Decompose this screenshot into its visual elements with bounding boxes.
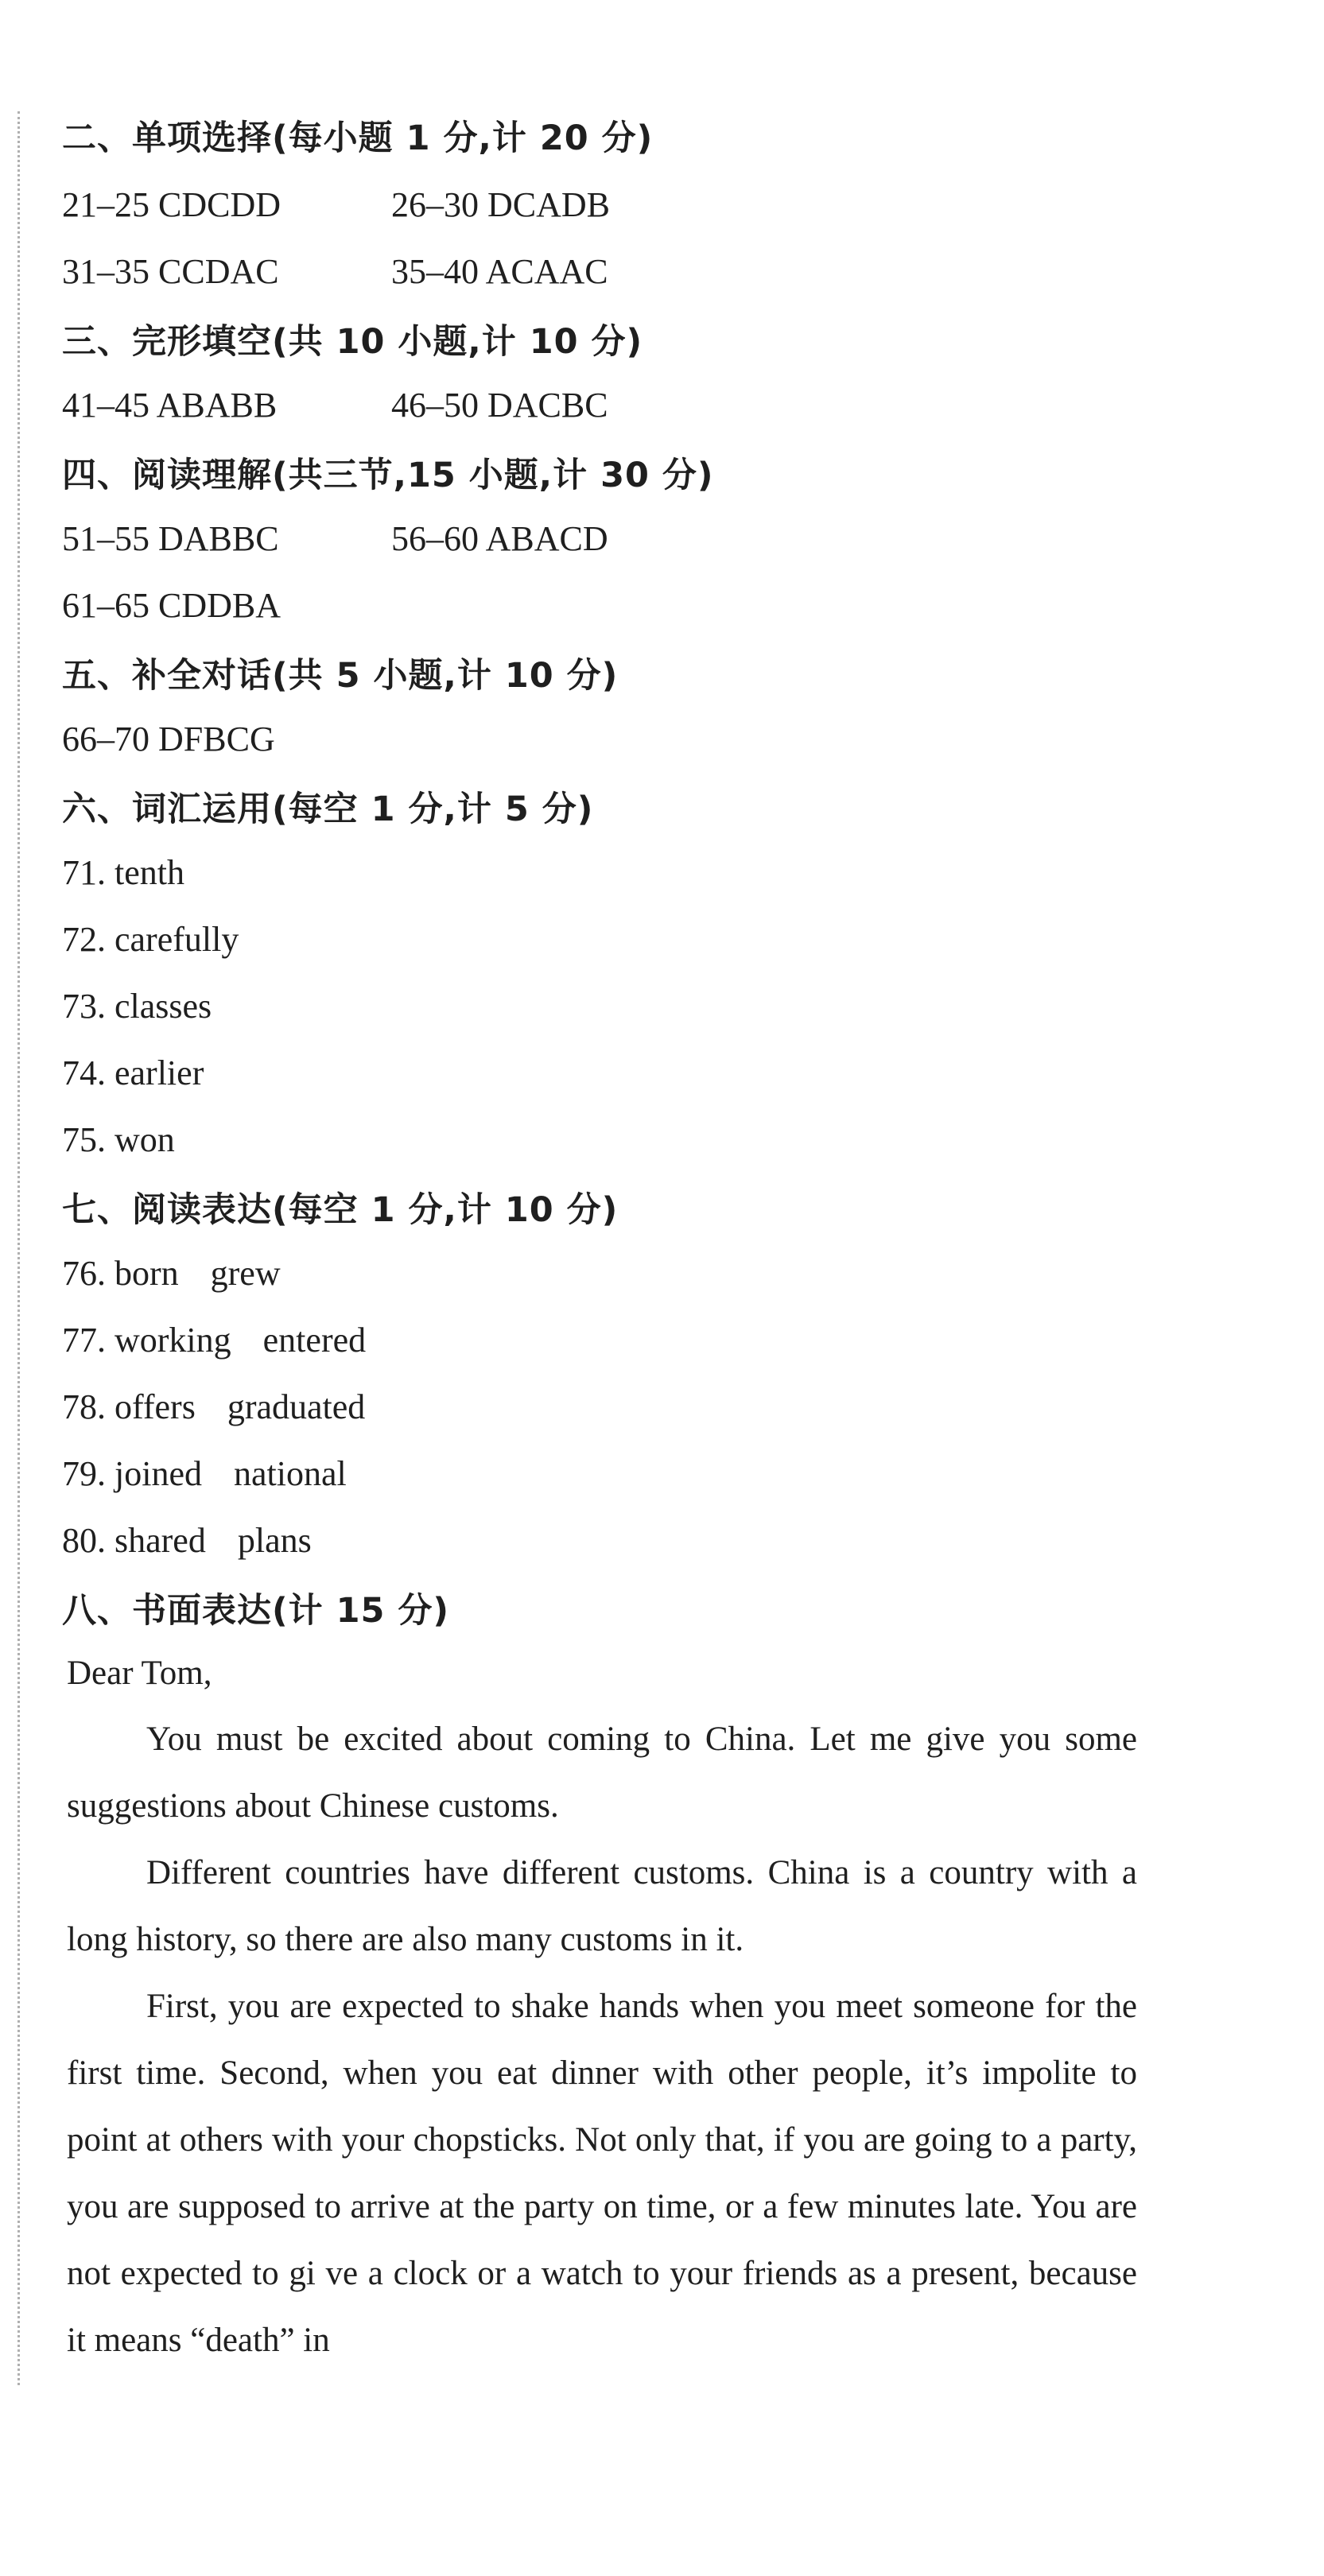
answer-range: 31–35 CCDAC	[62, 252, 279, 291]
answer-row	[62, 251, 608, 292]
expression-answer-second: graduated	[227, 1387, 366, 1426]
answer-row	[62, 719, 275, 759]
letter-paragraph: First, you are expected to shake hands when you meet someone for the first time. Second, when you eat dinner with other people, it’s impolite to point at others with your chopsticks. Not only that, if you are going to a party, you are supposed to arrive at the party on time, or a few minutes late. You are not expected to gi ve a clock or a watch to your friends as a present, because it means “death” in	[67, 1988, 1137, 2359]
expression-answer-first: 76. born	[62, 1254, 179, 1293]
answer-range: 41–45 ABABB	[62, 386, 278, 425]
letter-paragraph: Different countries have different customs. China is a country with a long history, so there are also many customs in it.	[67, 1854, 1137, 1958]
answer-range: 66–70 DFBCG	[62, 720, 275, 758]
section-heading-multiple-choice: 二、单项选择(每小题 1 分,计 20 分)	[62, 118, 654, 158]
answer-range: 61–65 CDDBA	[62, 586, 281, 625]
expression-answer	[62, 1453, 347, 1494]
vocab-answer: 75. won	[62, 1120, 175, 1159]
expression-answer	[62, 1520, 312, 1561]
answer-row	[62, 585, 281, 626]
vocab-answer: 71. tenth	[62, 853, 184, 892]
vocab-answer: 74. earlier	[62, 1053, 204, 1092]
expression-answer-second: grew	[210, 1254, 281, 1293]
section-heading-writing: 八、书面表达(计 15 分)	[62, 1591, 450, 1631]
expression-answer-first: 80. shared	[62, 1521, 206, 1560]
answer-range: 35–40 ACAAC	[391, 252, 608, 291]
answer-range: 56–60 ABACD	[391, 519, 608, 558]
answer-range: 26–30 DCADB	[391, 185, 611, 224]
binding-dotted-line	[17, 111, 20, 2385]
expression-answer	[62, 1320, 366, 1360]
expression-answer-first: 79. joined	[62, 1454, 202, 1493]
expression-answer-second: plans	[237, 1521, 312, 1560]
vocab-answer: 72. carefully	[62, 920, 239, 959]
answer-row	[62, 518, 608, 559]
section-heading-vocabulary: 六、词汇运用(每空 1 分,计 5 分)	[62, 789, 594, 829]
vocab-answer: 73. classes	[62, 987, 212, 1026]
answer-range: 21–25 CDCDD	[62, 185, 281, 224]
section-heading-cloze: 三、完形填空(共 10 小题,计 10 分)	[62, 322, 643, 362]
letter-greeting: Dear Tom,	[67, 1655, 212, 1692]
letter-paragraph: You must be excited about coming to China. Let me give you some suggestions about Chinese customs.	[67, 1721, 1137, 1825]
expression-answer	[62, 1253, 281, 1294]
answer-range: 51–55 DABBC	[62, 519, 279, 558]
section-heading-dialogue: 五、补全对话(共 5 小题,计 10 分)	[62, 656, 619, 696]
section-heading-reading: 四、阅读理解(共三节,15 小题,计 30 分)	[62, 456, 714, 495]
expression-answer-second: entered	[262, 1321, 367, 1360]
expression-answer	[62, 1387, 365, 1427]
expression-answer-first: 78. offers	[62, 1387, 196, 1426]
answer-row	[62, 184, 611, 225]
section-heading-reading-expression: 七、阅读表达(每空 1 分,计 10 分)	[62, 1190, 619, 1230]
expression-answer-second: national	[233, 1454, 347, 1493]
answer-row	[62, 385, 608, 425]
answer-range: 46–50 DACBC	[391, 386, 608, 425]
expression-answer-first: 77. working	[62, 1321, 231, 1360]
